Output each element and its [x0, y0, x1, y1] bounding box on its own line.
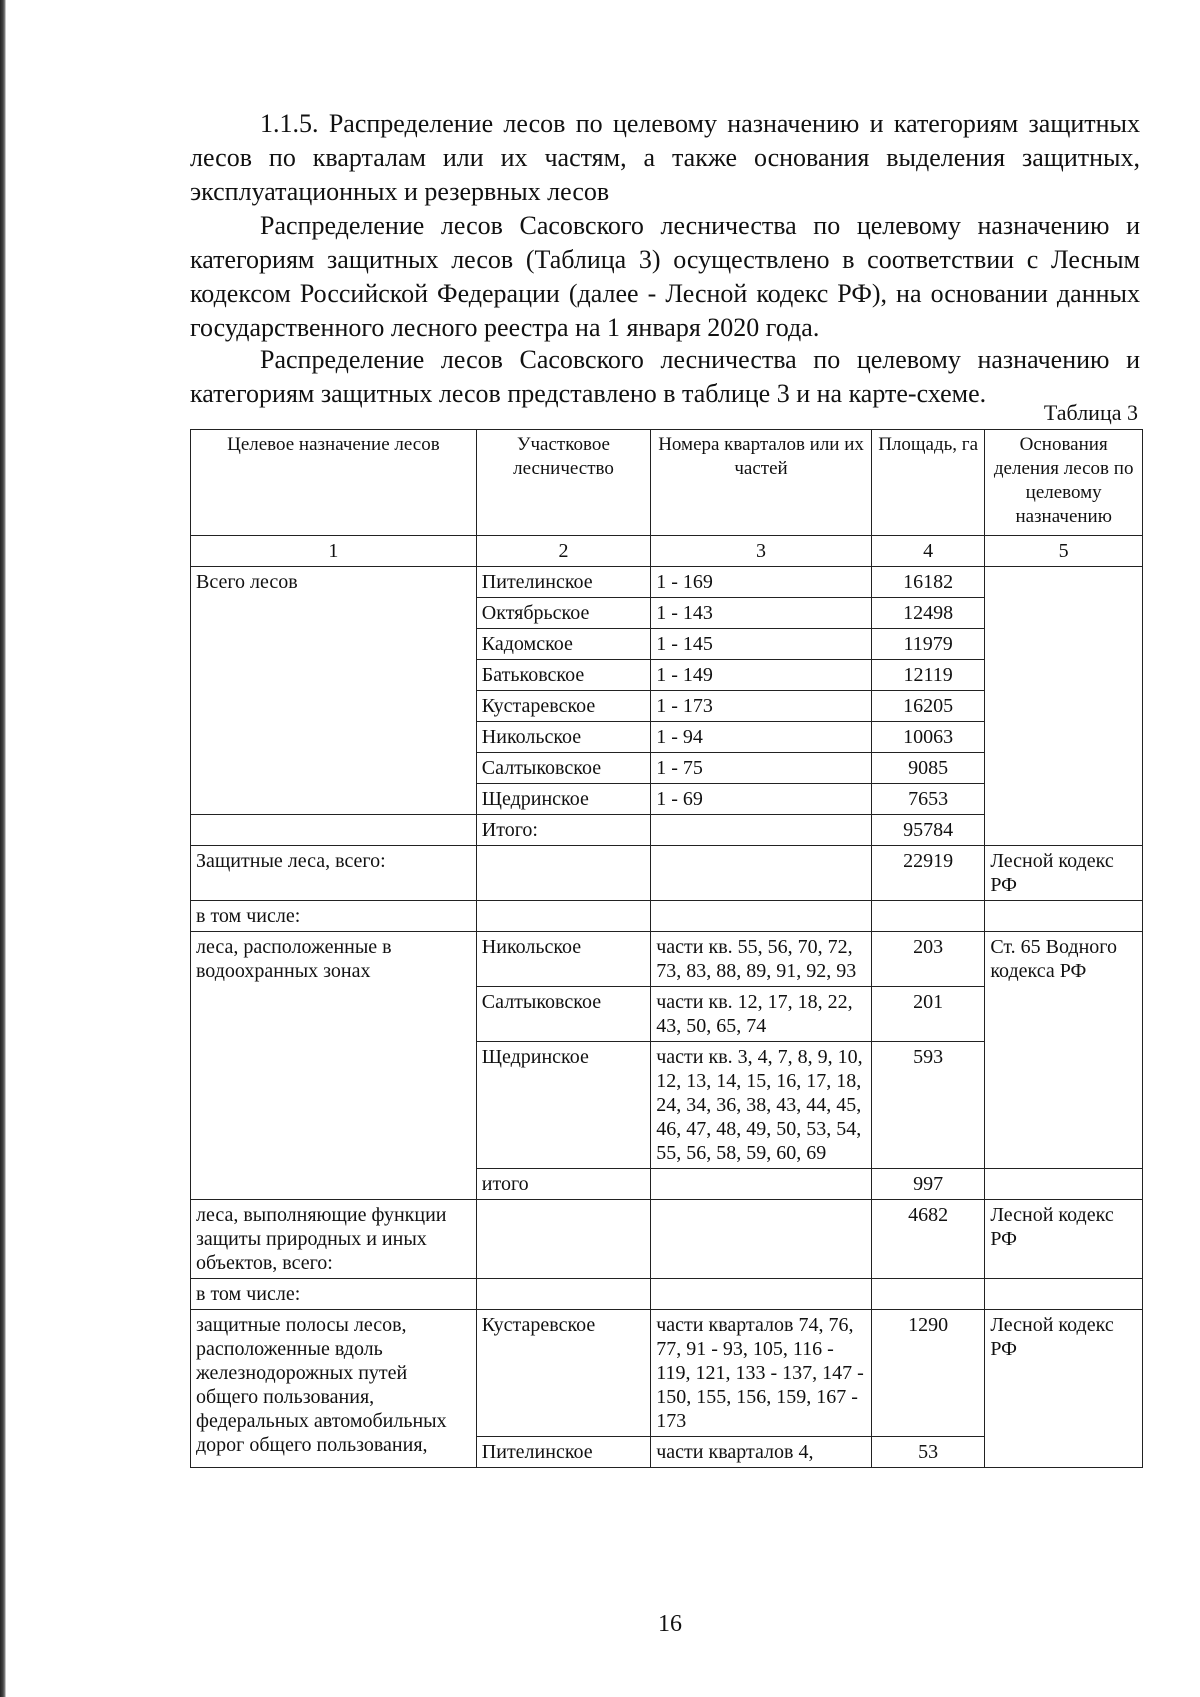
- empty-cell: [651, 815, 872, 846]
- quarters-cell: 1 - 149: [651, 660, 872, 691]
- quarters-cell: части кварталов 4,: [651, 1437, 872, 1468]
- header-district: Участковое лесничество: [476, 430, 650, 536]
- table-row-including: [191, 1279, 1143, 1310]
- table-row: [191, 1310, 1143, 1437]
- district-cell: Салтыковское: [476, 753, 650, 784]
- quarters-cell: 1 - 94: [651, 722, 872, 753]
- objects-label: леса, выполняющие функции защиты природных и иных объектов, всего:: [191, 1200, 477, 1279]
- quarters-cell: 1 - 69: [651, 784, 872, 815]
- empty-cell: [651, 1279, 872, 1310]
- area-cell: 11979: [871, 629, 984, 660]
- quarters-cell: 1 - 169: [651, 567, 872, 598]
- area-cell: 593: [871, 1042, 984, 1169]
- district-cell: Кустаревское: [476, 691, 650, 722]
- district-cell: Октябрьское: [476, 598, 650, 629]
- table-caption: Таблица 3: [1043, 400, 1138, 425]
- header-quarters: Номера кварталов или их частей: [651, 430, 872, 536]
- water-zone-label: леса, расположенные в водоохранных зонах: [191, 932, 477, 1200]
- area-cell: 53: [871, 1437, 984, 1468]
- district-cell: Пителинское: [476, 1437, 650, 1468]
- empty-cell: [871, 901, 984, 932]
- empty-cell: [476, 846, 650, 901]
- header-area: Площадь, га: [871, 430, 984, 536]
- protective-area: 22919: [871, 846, 984, 901]
- table-row-objects: [191, 1200, 1143, 1279]
- quarters-cell: части кварталов 74, 76, 77, 91 - 93, 105, 116 - 119, 121, 133 - 137, 147 - 150, 155, 156, 159, 167 - 173: [651, 1310, 872, 1437]
- col-number: 4: [871, 536, 984, 567]
- empty-cell: [476, 1200, 650, 1279]
- area-cell: 12119: [871, 660, 984, 691]
- empty-cell: [985, 901, 1143, 932]
- scan-edge: [0, 0, 6, 1697]
- empty-cell: [651, 901, 872, 932]
- quarters-cell: части кв. 55, 56, 70, 72, 73, 83, 88, 89, 91, 92, 93: [651, 932, 872, 987]
- heading-paragraph: 1.1.5. Распределение лесов по целевому назначению и категориям защитных лесов по кварталам или их частям, а также основания выделения защитных, эксплуатационных и резервных лесов: [190, 109, 1140, 206]
- district-cell: Щедринское: [476, 1042, 650, 1169]
- table-header-row: [191, 430, 1143, 536]
- forest-distribution-table: [190, 429, 1143, 1468]
- quarters-cell: 1 - 145: [651, 629, 872, 660]
- empty-cell: [985, 1169, 1143, 1200]
- district-cell: Салтыковское: [476, 987, 650, 1042]
- subtotal-area: 997: [871, 1169, 984, 1200]
- empty-cell: [476, 901, 650, 932]
- objects-area: 4682: [871, 1200, 984, 1279]
- empty-cell: [651, 846, 872, 901]
- empty-cell: [191, 815, 477, 846]
- quarters-cell: части кв. 12, 17, 18, 22, 43, 50, 65, 74: [651, 987, 872, 1042]
- empty-cell: [651, 1200, 872, 1279]
- district-cell: Никольское: [476, 932, 650, 987]
- table-row: [191, 567, 1143, 598]
- area-cell: 1290: [871, 1310, 984, 1437]
- area-cell: 201: [871, 987, 984, 1042]
- header-purpose: Целевое назначение лесов: [191, 430, 477, 536]
- strips-label: защитные полосы лесов, расположенные вдоль железнодорожных путей общего пользования, федеральных автомобильных дорог общего пользования,: [191, 1310, 477, 1468]
- district-cell: Кадомское: [476, 629, 650, 660]
- subtotal-label: Итого:: [476, 815, 650, 846]
- total-forests-label: Всего лесов: [191, 567, 477, 815]
- including-label: в том числе:: [191, 1279, 477, 1310]
- strips-basis: Лесной кодекс РФ: [985, 1310, 1143, 1468]
- district-cell: Никольское: [476, 722, 650, 753]
- body-paragraph-1-block: [190, 209, 1140, 345]
- area-cell: 16182: [871, 567, 984, 598]
- empty-cell: [651, 1169, 872, 1200]
- col-number: 5: [985, 536, 1143, 567]
- empty-cell: [871, 1279, 984, 1310]
- area-cell: 10063: [871, 722, 984, 753]
- district-cell: Кустаревское: [476, 1310, 650, 1437]
- page-number: 16: [658, 1611, 682, 1637]
- water-zone-basis: Ст. 65 Водного кодекса РФ: [985, 932, 1143, 1169]
- empty-cell: [985, 1279, 1143, 1310]
- col-number: 2: [476, 536, 650, 567]
- area-cell: 12498: [871, 598, 984, 629]
- quarters-cell: 1 - 75: [651, 753, 872, 784]
- body-paragraph-2-block: [190, 343, 1140, 411]
- district-cell: Батьковское: [476, 660, 650, 691]
- body-paragraph-2: Распределение лесов Сасовского лесничества по целевому назначению и категориям защитных лесов представлено в таблице 3 и на карте-схеме.: [190, 345, 1140, 408]
- basis-cell-empty: [985, 567, 1143, 846]
- empty-cell: [476, 1279, 650, 1310]
- subtotal-label: итого: [476, 1169, 650, 1200]
- body-paragraph-1: Распределение лесов Сасовского лесничества по целевому назначению и категориям защитных лесов (Таблица 3) осуществлено в соответствии с Лесным кодексом Российской Федерации (далее - Лесной кодекс РФ), на основании данных государственного лесного реестра на 1 января 2020 года.: [190, 211, 1140, 342]
- col-number: 3: [651, 536, 872, 567]
- column-number-row: [191, 536, 1143, 567]
- col-number: 1: [191, 536, 477, 567]
- protective-basis: Лесной кодекс РФ: [985, 846, 1143, 901]
- area-cell: 9085: [871, 753, 984, 784]
- area-cell: 16205: [871, 691, 984, 722]
- section-heading: [190, 107, 1140, 209]
- including-label: в том числе:: [191, 901, 477, 932]
- header-basis: Основания деления лесов по целевому назначению: [985, 430, 1143, 536]
- area-cell: 203: [871, 932, 984, 987]
- district-cell: Щедринское: [476, 784, 650, 815]
- quarters-cell: части кв. 3, 4, 7, 8, 9, 10, 12, 13, 14, 15, 16, 17, 18, 24, 34, 36, 38, 43, 44, 45, 46, 47, 48, 49, 50, 53, 54, 55, 56, 58, 59, 60, 69: [651, 1042, 872, 1169]
- table-row-protective: [191, 846, 1143, 901]
- protective-label: Защитные леса, всего:: [191, 846, 477, 901]
- table-row: [191, 932, 1143, 987]
- area-cell: 7653: [871, 784, 984, 815]
- subtotal-area: 95784: [871, 815, 984, 846]
- quarters-cell: 1 - 143: [651, 598, 872, 629]
- table-row-including: [191, 901, 1143, 932]
- district-cell: Пителинское: [476, 567, 650, 598]
- objects-basis: Лесной кодекс РФ: [985, 1200, 1143, 1279]
- quarters-cell: 1 - 173: [651, 691, 872, 722]
